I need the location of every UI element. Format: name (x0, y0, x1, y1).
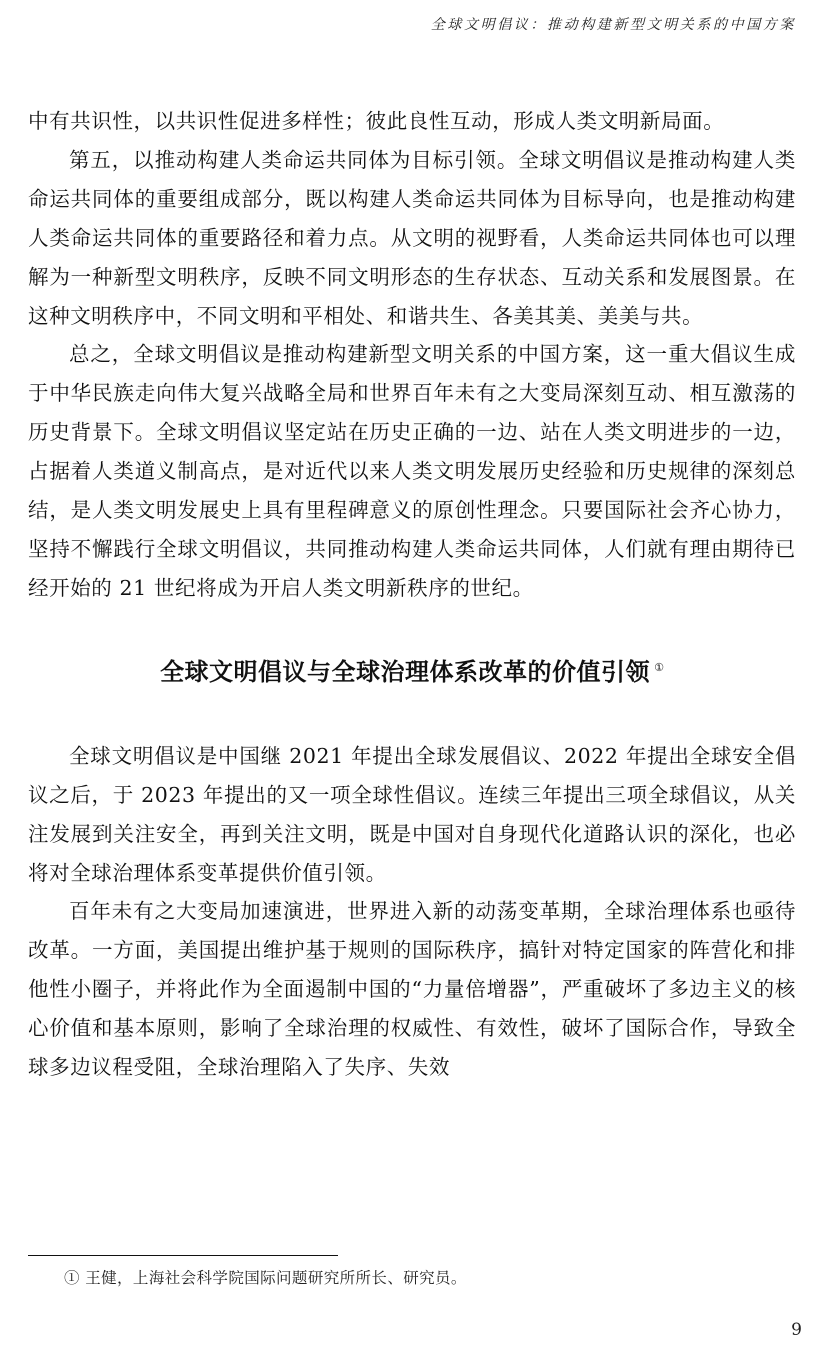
page-number: 9 (791, 1320, 802, 1340)
footnote-marker: ① (654, 660, 664, 674)
section-title (28, 648, 796, 692)
footnote: ① 王健，上海社会科学院国际问题研究所所长、研究员。 (64, 1269, 467, 1287)
paragraph: 总之，全球文明倡议是推动构建新型文明关系的中国方案，这一重大倡议生成于中华民族走向伟大复兴战略全局和世界百年未有之大变局深刻互动、相互激荡的历史背景下。全球文明倡议坚定站在历史正确的一边、站在人类文明进步的一边，占据着人类道义制高点，是对近代以来人类文明发展历史经验和历史规律的深刻总结，是人类文明发展史上具有里程碑意义的原创性理念。只要国际社会齐心协力，坚持不懈践行全球文明倡议，共同推动构建人类命运共同体，人们就有理由期待已经开始的 21 世纪将成为开启人类文明新秩序的世纪。 (28, 342, 796, 600)
running-header: 全球文明倡议：推动构建新型文明关系的中国方案 (430, 17, 796, 33)
section-title-text: 全球文明倡议与全球治理体系改革的价值引领 (160, 657, 651, 686)
paragraph: 中有共识性，以共识性促进多样性；彼此良性互动，形成人类文明新局面。 (28, 109, 725, 133)
paragraph: 百年未有之大变局加速演进，世界进入新的动荡变革期，全球治理体系也亟待改革。一方面，美国提出维护基于规则的国际秩序，搞针对特定国家的阵营化和排他性小圈子，并将此作为全面遏制中国的“力量倍增器”，严重破坏了多边主义的核心价值和基本原则，影响了全球治理的权威性、有效性，破坏了国际合作，导致全球多边议程受阻，全球治理陷入了失序、失效 (28, 899, 796, 1080)
paragraph: 全球文明倡议是中国继 2021 年提出全球发展倡议、2022 年提出全球安全倡议之后，于 2023 年提出的又一项全球性倡议。连续三年提出三项全球倡议，从关注发展到关注安全，再到关注文明，既是中国对自身现代化道路认识的深化，也必将对全球治理体系变革提供价值引领。 (28, 743, 796, 885)
footnote-divider (28, 1255, 338, 1256)
bottom-paragraphs (28, 737, 796, 1087)
paragraph: 第五，以推动构建人类命运共同体为目标引领。全球文明倡议是推动构建人类命运共同体的重要组成部分，既以构建人类命运共同体为目标导向，也是推动构建人类命运共同体的重要路径和着力点。从文明的视野看，人类命运共同体也可以理解为一种新型文明秩序，反映不同文明形态的生存状态、互动关系和发展图景。在这种文明秩序中，不同文明和平相处、和谐共生、各美其美、美美与共。 (28, 147, 796, 328)
top-paragraphs (28, 102, 796, 608)
page-body (28, 102, 796, 1087)
